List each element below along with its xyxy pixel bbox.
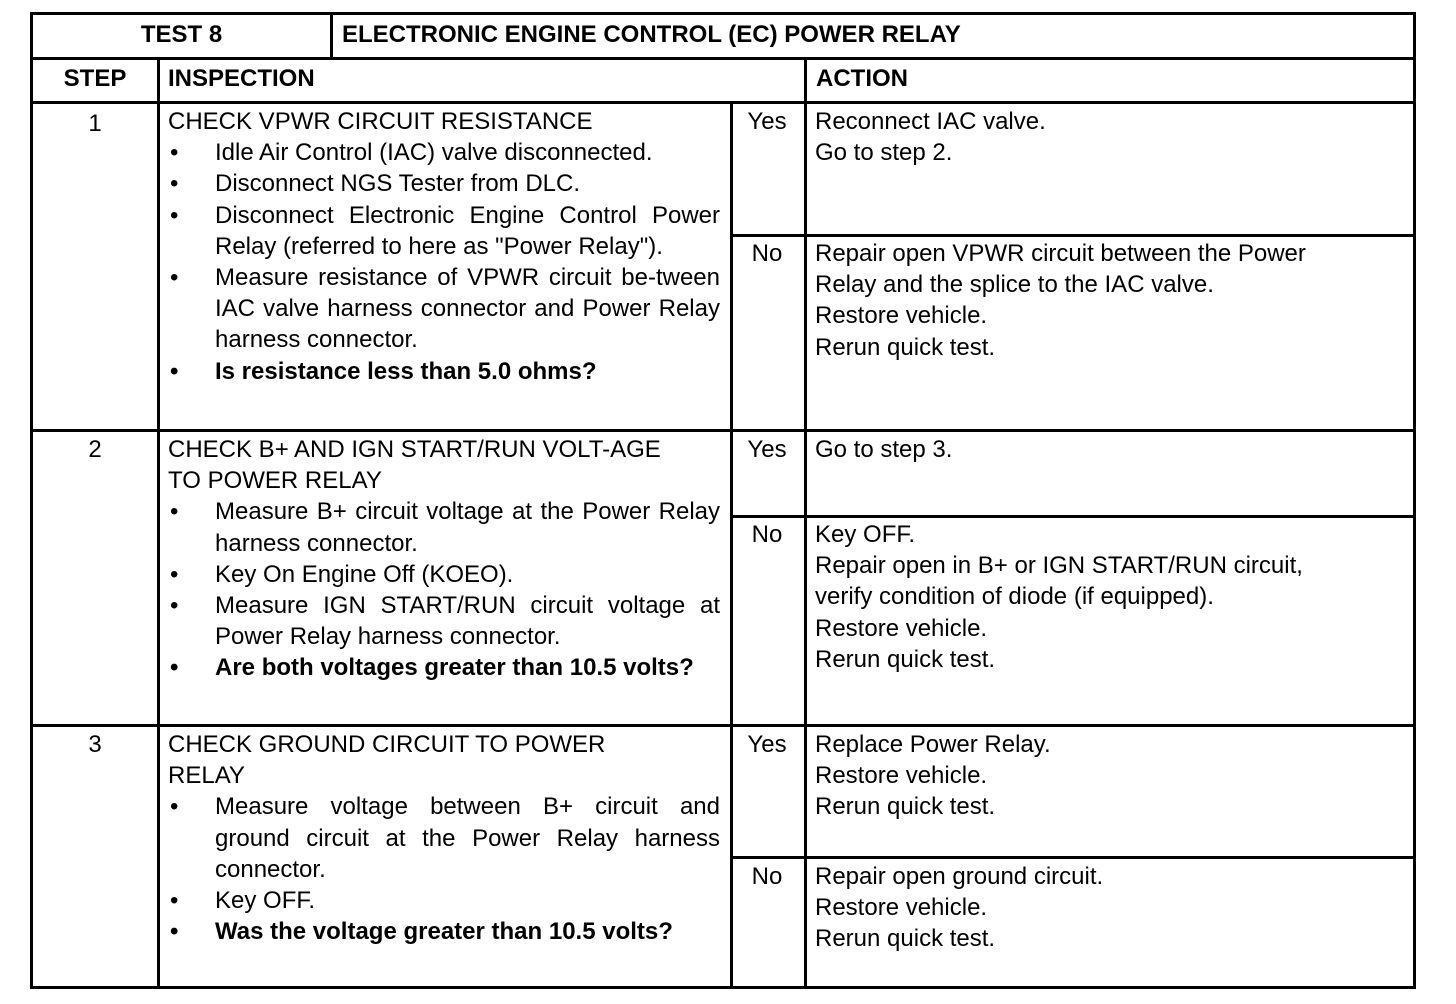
step-1-bullet: • Disconnect Electronic Engine Control Power Relay (referred to here as "Power Relay").	[168, 200, 720, 262]
test-title: ELECTRONIC ENGINE CONTROL (EC) POWER RELAY	[342, 21, 961, 48]
step-2-question: • Are both voltages greater than 10.5 volts?	[168, 652, 720, 683]
rule-inspection-answer	[730, 104, 733, 986]
step-1-question: • Is resistance less than 5.0 ohms?	[168, 356, 720, 387]
step-3-number: 3	[88, 731, 102, 758]
step-1-bullet: • Disconnect NGS Tester from DLC.	[168, 168, 720, 199]
step-3-question: • Was the voltage greater than 10.5 volts?	[168, 916, 720, 947]
action-line: Relay and the splice to the IAC valve.	[815, 271, 1214, 299]
step-3-inspection	[158, 729, 730, 947]
step-1-number: 1	[88, 110, 102, 137]
step-1-no-label: No	[751, 240, 783, 267]
step-2-bullet: • Measure B+ circuit voltage at the Power Relay harness connector.	[168, 496, 720, 558]
step-2-no-label: No	[751, 521, 783, 548]
rule-under-title	[33, 57, 1413, 60]
step-2-inspection	[158, 434, 730, 684]
step-3-yes-action	[805, 729, 1405, 823]
action-line: Reconnect IAC valve.	[815, 108, 1046, 135]
action-line: Repair open ground circuit.	[815, 863, 1104, 890]
step-3-bullet: • Key OFF.	[168, 885, 720, 916]
step-3-bullets	[168, 791, 720, 947]
step-2-yes-action	[805, 434, 1405, 465]
step-2-bullet: • Measure IGN START/RUN circuit voltage at Power Relay harness connector.	[168, 590, 720, 652]
step-1-heading: CHECK VPWR CIRCUIT RESISTANCE	[168, 108, 593, 135]
column-header-action: ACTION	[816, 65, 908, 92]
step-1-bullet: • Idle Air Control (IAC) valve disconnected.	[168, 137, 720, 168]
action-line: Restore vehicle.	[815, 302, 988, 330]
step-2-bullets	[168, 496, 720, 683]
action-line: Rerun quick test.	[815, 645, 996, 673]
rule-yes-no-1	[730, 234, 1413, 237]
action-line: Rerun quick test.	[815, 925, 996, 953]
rule-yes-no-2	[730, 515, 1413, 518]
action-line: Replace Power Relay.	[815, 731, 1051, 758]
test-procedure-table	[30, 12, 1416, 989]
column-header-inspection: INSPECTION	[168, 65, 315, 92]
step-2-no-action	[805, 519, 1405, 675]
action-line: Key OFF.	[815, 521, 916, 548]
step-1-yes-action	[805, 106, 1405, 168]
step-3-bullet: • Measure voltage between B+ circuit and ground circuit at the Power Relay harness connector.	[168, 791, 720, 885]
step-3-heading: CHECK GROUND CIRCUIT TO POWER RELAY	[168, 731, 606, 790]
step-2-heading: CHECK B+ AND IGN START/RUN VOLT-AGE TO POWER RELAY	[168, 436, 661, 495]
action-line: Go to step 3.	[815, 436, 953, 463]
test-label: TEST 8	[140, 21, 223, 48]
column-header-step: STEP	[63, 65, 127, 92]
action-line: Repair open VPWR circuit between the Power	[815, 240, 1306, 267]
rule-under-header	[33, 101, 1413, 104]
action-line: Restore vehicle.	[815, 614, 988, 642]
rule-yes-no-3	[730, 856, 1413, 859]
action-line: Go to step 2.	[815, 139, 953, 167]
action-line: Rerun quick test.	[815, 333, 996, 361]
step-1-bullet: • Measure resistance of VPWR circuit be-tween IAC valve harness connector and Power Relay harness connector.	[168, 262, 720, 356]
action-line: Restore vehicle.	[815, 894, 988, 922]
step-2-number: 2	[88, 436, 102, 463]
step-2-yes-label: Yes	[747, 436, 787, 463]
rule-title-split	[330, 15, 333, 57]
action-line: Repair open in B+ or IGN START/RUN circuit,	[815, 552, 1303, 580]
action-line: Rerun quick test.	[815, 793, 996, 821]
rule-answer-action	[804, 57, 807, 986]
rule-under-step-1	[33, 429, 1413, 432]
action-line: verify condition of diode (if equipped).	[815, 583, 1214, 611]
step-3-no-action	[805, 861, 1405, 955]
rule-under-step-2	[33, 724, 1413, 727]
step-1-inspection	[158, 106, 730, 387]
step-2-bullet: • Key On Engine Off (KOEO).	[168, 559, 720, 590]
step-1-no-action	[805, 238, 1405, 363]
rule-step-column	[157, 57, 160, 986]
step-1-bullets	[168, 137, 720, 387]
step-3-yes-label: Yes	[747, 731, 787, 758]
action-line: Restore vehicle.	[815, 762, 988, 790]
step-1-yes-label: Yes	[747, 108, 787, 135]
step-3-no-label: No	[751, 863, 783, 890]
